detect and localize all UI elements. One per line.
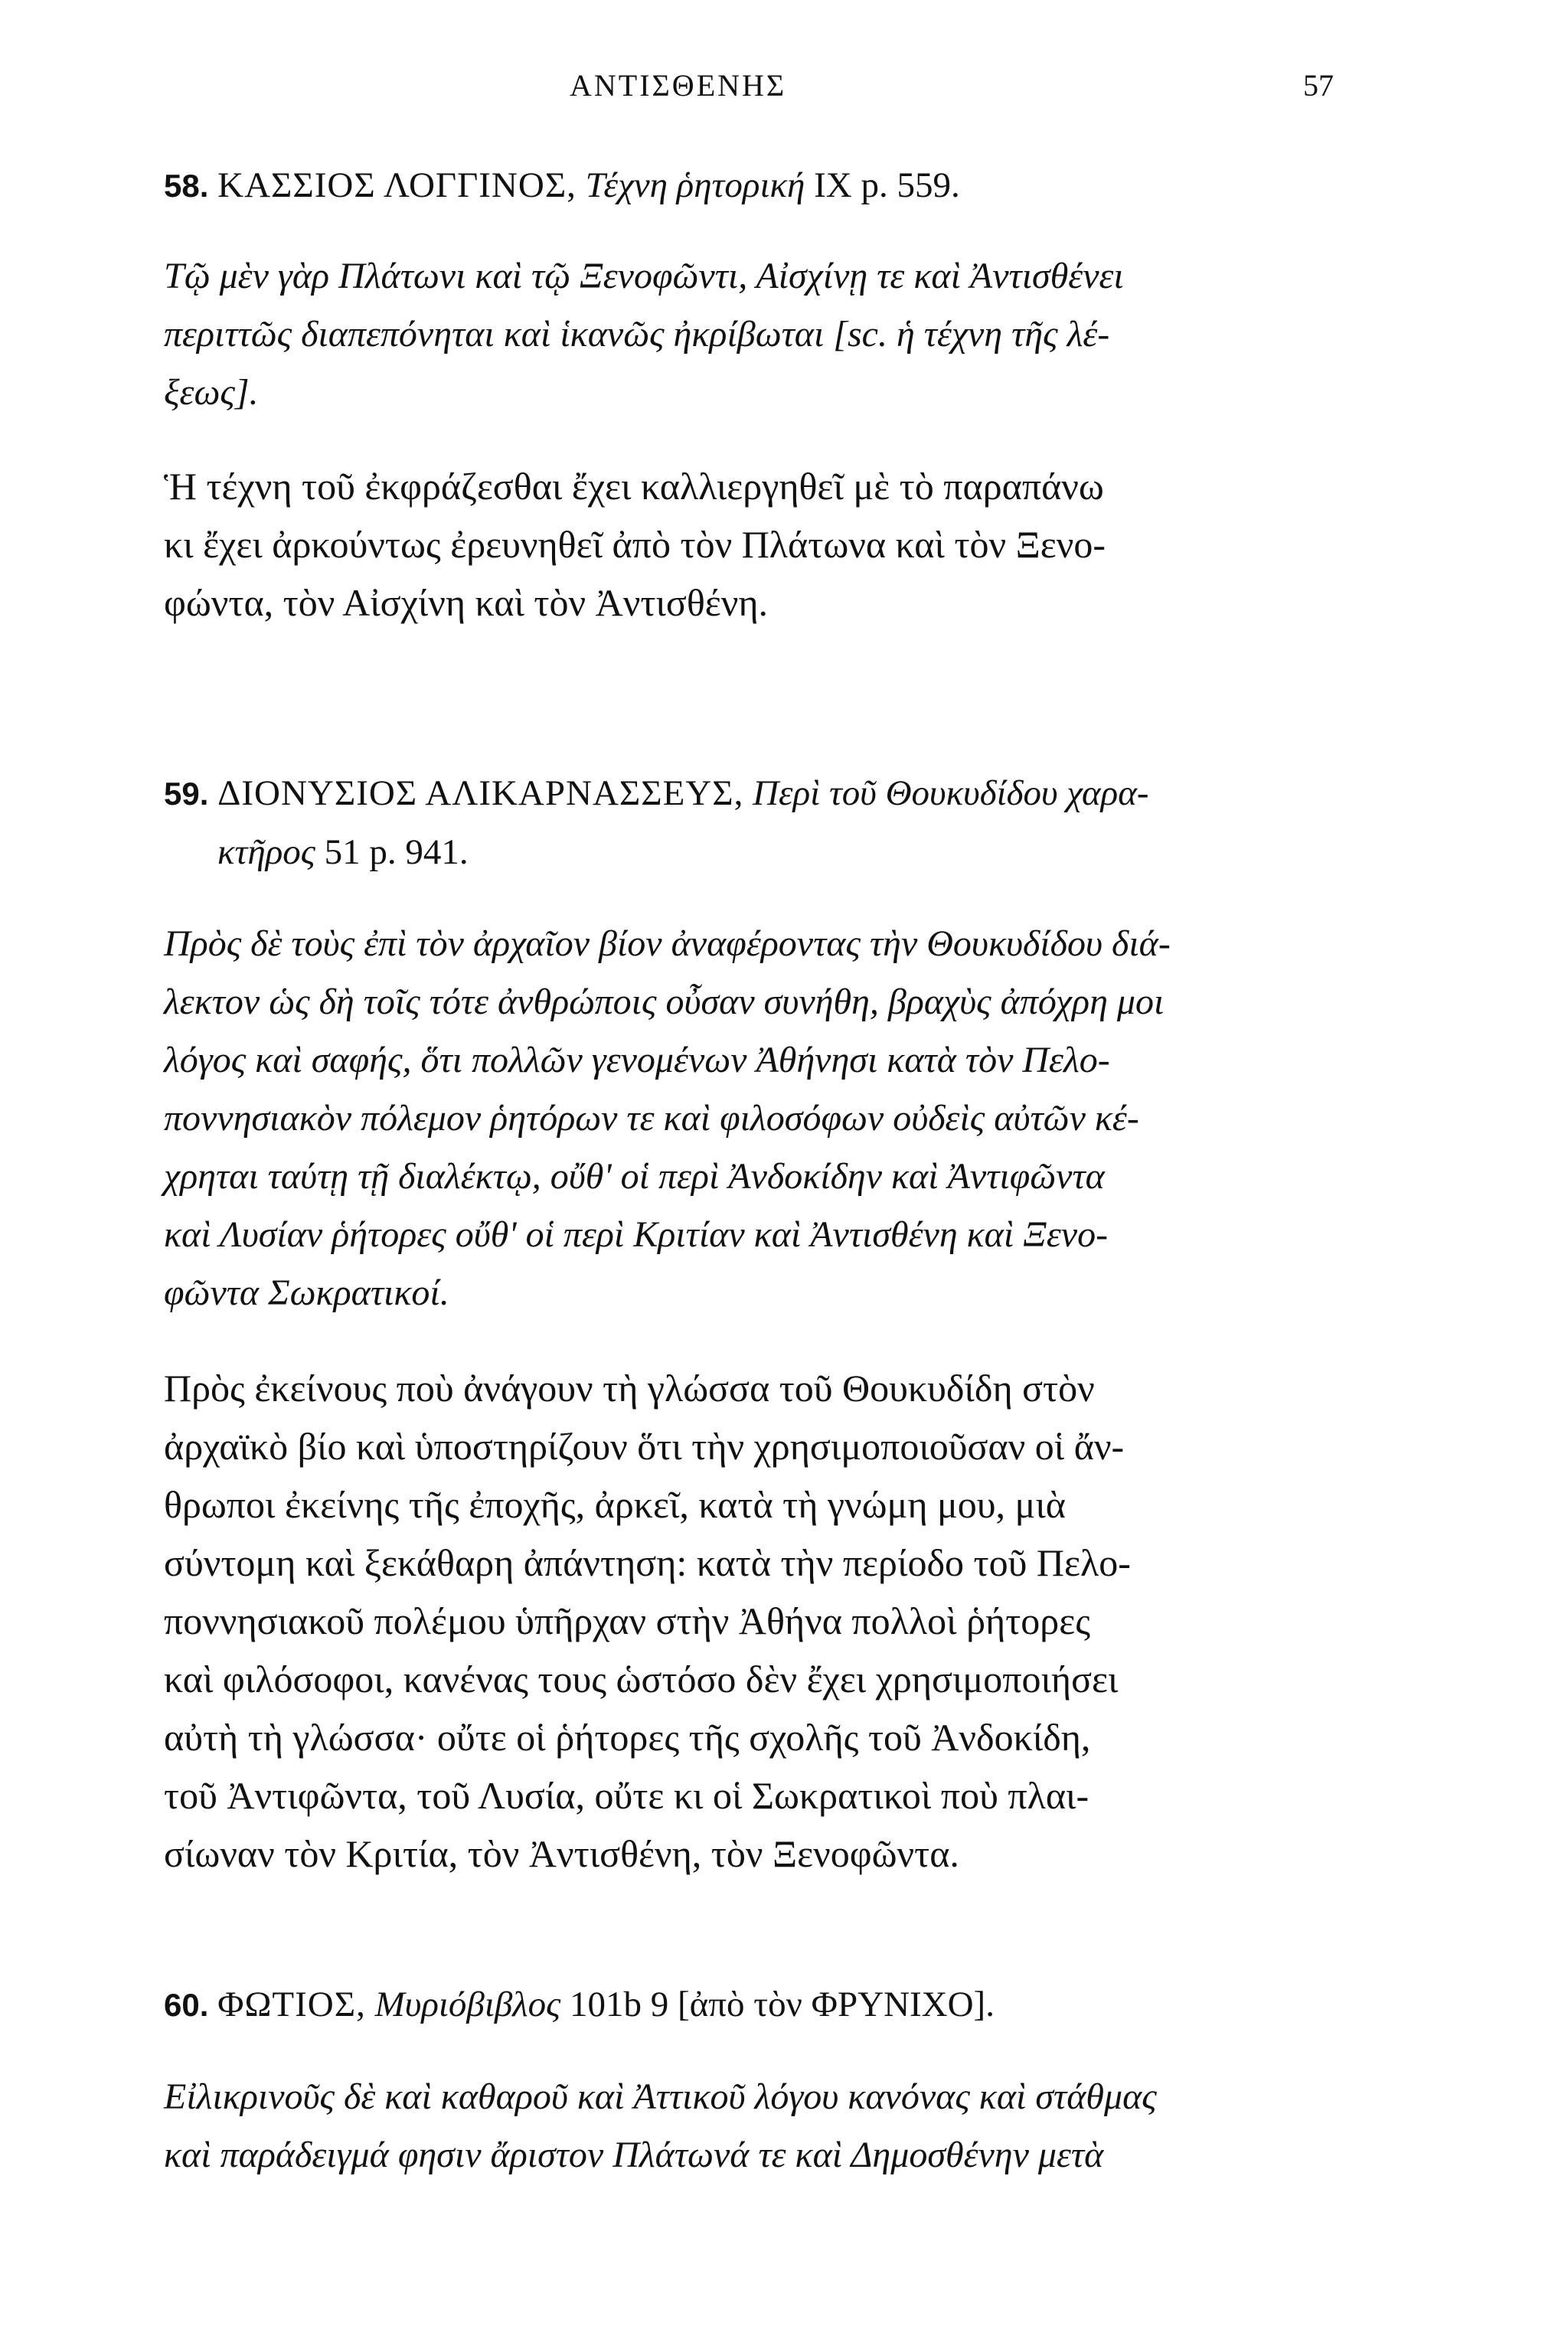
entry-heading bbox=[164, 156, 1351, 215]
entry-work-continued: κτῆρος bbox=[217, 832, 315, 872]
source-line: Τῷ μὲν γὰρ Πλάτωνι καὶ τῷ Ξενοφῶντι, Αἰσχίνῃ τε καὶ Ἀντισθένει bbox=[164, 256, 1124, 296]
translation-line: τοῦ Ἀντιφῶντα, τοῦ Λυσία, οὔτε κι οἱ Σωκρατικοὶ ποὺ πλαι- bbox=[164, 1774, 1089, 1817]
entry-heading bbox=[164, 1975, 1351, 2034]
entry-heading bbox=[164, 764, 1351, 881]
source-line: Πρὸς δὲ τοὺς ἐπὶ τὸν ἀρχαῖον βίον ἀναφέροντας τὴν Θουκυδίδου διά- bbox=[164, 923, 1171, 964]
translation-line: κι ἔχει ἀρκούντως ἐρευνηθεῖ ἀπὸ τὸν Πλάτωνα καὶ τὸν Ξενο- bbox=[164, 523, 1106, 566]
entry-number: 58. bbox=[164, 168, 209, 204]
source-line: καὶ Λυσίαν ῥήτορες οὔθ' οἱ περὶ Κριτίαν καὶ Ἀντισθένη καὶ Ξενο- bbox=[164, 1214, 1109, 1255]
entry-60 bbox=[164, 1975, 1351, 2184]
source-line: χρηται ταύτῃ τῇ διαλέκτῳ, οὔθ' οἱ περὶ Ἀνδοκίδην καὶ Ἀντιφῶντα bbox=[164, 1156, 1105, 1197]
entry-58 bbox=[164, 156, 1351, 632]
entry-number: 59. bbox=[164, 776, 209, 812]
entry-work: Μυριόβιβλος bbox=[374, 1985, 561, 2024]
translation-line: ἀρχαϊκὸ βίο καὶ ὑποστηρίζουν ὅτι τὴν χρησιμοποιοῦσαν οἱ ἄν- bbox=[164, 1425, 1125, 1468]
source-line: φῶντα Σωκρατικοί. bbox=[164, 1273, 449, 1313]
entry-author: ΚΑΣΣΙΟΣ ΛΟΓΓΙΝΟΣ, bbox=[217, 165, 577, 205]
entry-work: Περὶ τοῦ Θουκυδίδου χαρα- bbox=[753, 773, 1149, 813]
source-line: ποννησιακὸν πόλεμον ῥητόρων τε καὶ φιλοσόφων οὐδεὶς αὐτῶν κέ- bbox=[164, 1098, 1139, 1139]
source-line: λεκτον ὡς δὴ τοῖς τότε ἀνθρώποις οὖσαν συνήθη, βραχὺς ἀπόχρη μοι bbox=[164, 982, 1165, 1022]
source-line: ξεως]. bbox=[164, 372, 259, 413]
entry-59 bbox=[164, 764, 1351, 1883]
entry-number: 60. bbox=[164, 1987, 209, 2023]
source-line: περιττῶς διαπεπόνηται καὶ ἱκανῶς ἠκρίβωται [sc. ἡ τέχνη τῆς λέ- bbox=[164, 314, 1110, 354]
translation-text bbox=[164, 1359, 1351, 1883]
source-text bbox=[164, 247, 1351, 422]
running-head bbox=[0, 67, 1568, 121]
running-title: ΑΝΤΙΣΘΕΝΗΣ bbox=[570, 68, 787, 103]
entry-reference: 51 p. 941. bbox=[324, 832, 469, 872]
entry-author: ΦΩΤΙΟΣ, bbox=[217, 1985, 366, 2024]
source-text bbox=[164, 915, 1351, 1322]
entry-reference: 101b 9 [ἀπὸ τὸν ΦΡΥΝΙΧΟ]. bbox=[570, 1985, 995, 2024]
translation-line: αὐτὴ τὴ γλώσσα· οὔτε οἱ ῥήτορες τῆς σχολῆς τοῦ Ἀνδοκίδη, bbox=[164, 1716, 1091, 1759]
source-text bbox=[164, 2068, 1351, 2184]
entry-author: ΔΙΟΝΥΣΙΟΣ ΑΛΙΚΑΡΝΑΣΣΕΥΣ, bbox=[217, 773, 744, 813]
translation-line: καὶ φιλόσοφοι, κανένας τους ὡστόσο δὲν ἔχει χρησιμοποιήσει bbox=[164, 1658, 1119, 1701]
translation-text bbox=[164, 457, 1351, 632]
translation-line: Ἡ τέχνη τοῦ ἐκφράζεσθαι ἔχει καλλιεργηθεῖ μὲ τὸ παραπάνω bbox=[164, 465, 1104, 508]
translation-line: σίωναν τὸν Κριτία, τὸν Ἀντισθένη, τὸν Ξενοφῶντα. bbox=[164, 1832, 959, 1875]
translation-line: ποννησιακοῦ πολέμου ὑπῆρχαν στὴν Ἀθήνα πολλοὶ ῥήτορες bbox=[164, 1599, 1091, 1642]
source-line: καὶ παράδειγμά φησιν ἄριστον Πλάτωνά τε καὶ Δημοσθένην μετὰ bbox=[164, 2135, 1104, 2175]
translation-line: σύντομη καὶ ξεκάθαρη ἀπάντηση: κατὰ τὴν περίοδο τοῦ Πελο- bbox=[164, 1541, 1131, 1584]
source-line: λόγος καὶ σαφής, ὅτι πολλῶν γενομένων Ἀθήνησι κατὰ τὸν Πελο- bbox=[164, 1040, 1110, 1080]
translation-line: φώντα, τὸν Αἰσχίνη καὶ τὸν Ἀντισθένη. bbox=[164, 581, 769, 624]
entry-work: Τέχνη ῥητορική bbox=[585, 165, 805, 205]
entry-reference: IX p. 559. bbox=[814, 165, 960, 205]
page-number: 57 bbox=[1303, 68, 1334, 103]
translation-line: Πρὸς ἐκείνους ποὺ ἀνάγουν τὴ γλώσσα τοῦ Θουκυδίδη στὸν bbox=[164, 1367, 1095, 1410]
translation-line: θρωποι ἐκείνης τῆς ἐποχῆς, ἀρκεῖ, κατὰ τὴ γνώμη μου, μιὰ bbox=[164, 1483, 1066, 1526]
source-line: Εἰλικρινοῦς δὲ καὶ καθαροῦ καὶ Ἀττικοῦ λόγου κανόνας καὶ στάθμας bbox=[164, 2076, 1157, 2117]
